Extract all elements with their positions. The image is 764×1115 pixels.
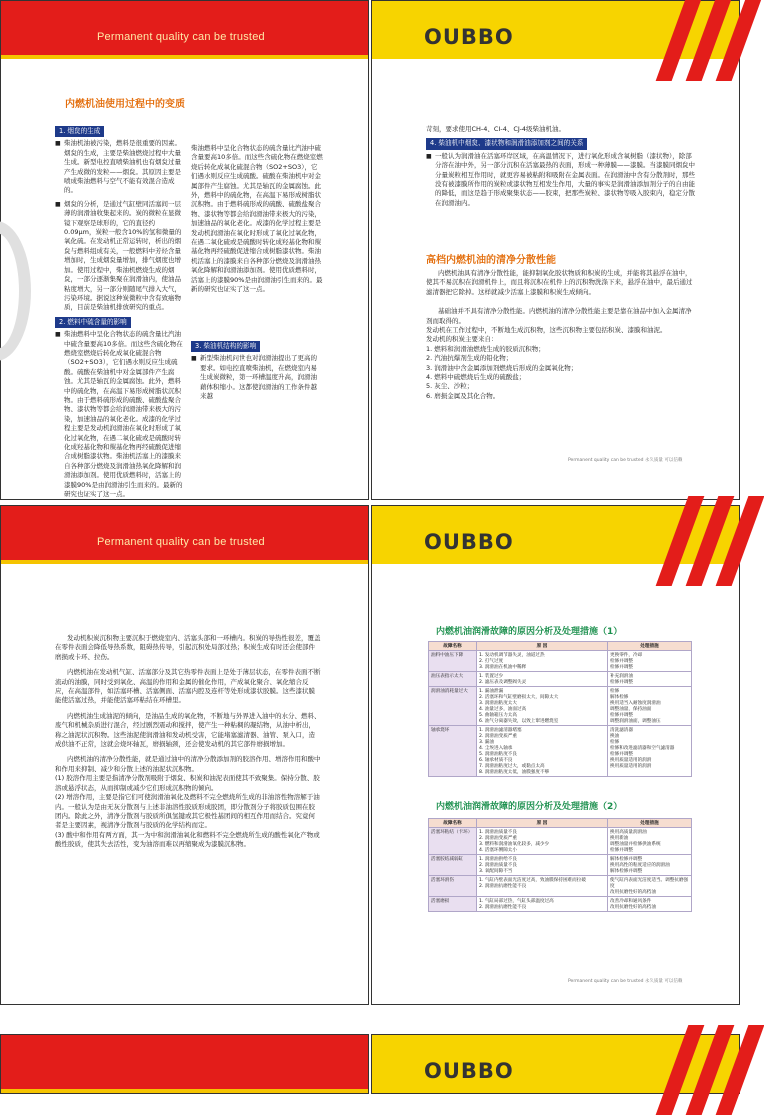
paragraph: 内燃机油的清净分散性能，就是通过油中的清净分散添加剂的胶溶作用、增溶作用和酸中和作用来抑制、减少和分散上述的油泥状沉积物。 [55, 755, 321, 773]
table-cell-cause: 1. 气缸局部过热，气缸头部温度过高 2. 润滑油抗磨性能不良 [477, 897, 608, 912]
paragraph: 发动机在工作过程中，不断地生成沉积物，这些沉积物主要包括积炭、漆膜和油泥。 [426, 326, 667, 335]
header-band [1, 506, 368, 564]
table-cell-name: 轴承烧坏 [429, 726, 477, 777]
table-cell-name: 油料中油压下降 [429, 651, 477, 672]
table-cell-fix: 换用高质量润滑油 换用新油 调整油量并检修供油系统 检修并调整 [608, 828, 692, 855]
table-row [429, 726, 692, 777]
column-right [191, 144, 323, 401]
table-cell-fix: 更换零件，冷却 检修并调整 检修并调整 [608, 651, 692, 672]
paragraph: (1) 胶溶作用主要是指清净分散剂吸附于烟炱、积炭和油泥表面使其不致聚集。保持分散、胶溶或悬浮状态，从而抑制或减少它们形成沉积物的倾向。 [55, 774, 320, 792]
header-cell: 故障名称 [429, 819, 477, 828]
page-2 [371, 0, 740, 500]
table-cell-name: 活塞环粘结（卡环） [429, 828, 477, 855]
table-cell-name: 活塞环滑伤 [429, 876, 477, 897]
table-cell-cause: 1. 漏油泄漏 2. 活塞环和气缸壁磨损太大，间隙太大 3. 润滑油粘度太大 4. 油量过多，油面过高 5. 曲轴箱压力太高 6. 油气分离器失效，以致上窜进燃烧室 [477, 687, 608, 726]
decorative-arc [0, 221, 31, 361]
paragraph: 内燃机油生成油泥的倾向，是油品生成的氧化物，不断地与外界进入油中的水分、燃料、废气和机械杂质进行混合，经过剧烈震动和搅拌，使产生一种粘稠的凝结物，从油中析出，称之油泥状沉积物。这些油泥使润滑油和发动机受害，它能堵塞滤清器、油管、泵入口，造成供油不正常，这就会烧坏轴瓦，磨损轴颈，还会使发动机的其它部件磨损增加。 [55, 711, 321, 749]
table-cell-name: 润滑油消耗量过大 [429, 687, 477, 726]
table-row [429, 897, 692, 912]
main-column [426, 125, 696, 208]
list-item: 5. 灰尘、沙粒； [426, 382, 474, 391]
table-row [429, 687, 692, 726]
table-cell-fix: 解体检修并调整 换用高性的粘度适应的润滑油 解体检修并调整 [608, 855, 692, 876]
list-item: 4. 燃料中硫燃烧后生成的硫酸盐； [426, 373, 526, 382]
header-cell: 处理措施 [608, 642, 692, 651]
table-row [429, 651, 692, 672]
paragraph: 内燃机油在发动机气缸、活塞部分及其它热零件表面上是处于薄层状态，在零件表面不断流动的油膜，同时受到氧化、高温的作用和金属的催化作用，产成氧化聚合、氧化缩合反应，在高温部件，如活塞环槽、活塞侧面、活塞内腔及连杆等处形成漆状胶膜。这些漆状膜能使活塞过热，并能使活塞环粘结在环槽里。 [55, 668, 321, 705]
list-item: 1. 燃料和润滑油燃烧生成的胶质沉积物； [426, 344, 545, 353]
table-row [429, 855, 692, 876]
footer-tagline: Permanent quality can be trusted 永久质量 可以信赖 [568, 979, 683, 984]
paragraph: ■ 烟炱的分析，是通过气缸壁同活塞间一层薄的润滑油收集起来的。炭的微粒在显微镜下观察是球形的，它的直径约0.09μm，炭粒一般含10%的氢和微量的氧化硫。在发动机正常运转时，析出的烟炱与燃料组成有关，一般燃料中芳烃含量增加时，生成烟炱量增加，排气烟度也增加。使用过程中，柴油机燃烧生成的烟炱，一部分逐渐集聚在润滑油内，使油品粘度增大，另一部分则随尾气排入大气，污染环境。据说这种炭微粒中含有致癌物质，目前是柴油机排放研究的重点。 [55, 200, 185, 313]
header-band [372, 1, 739, 59]
table-row [429, 672, 692, 687]
paragraph: 柴油燃料中呈化合物状态的硫含量比汽油中硫含量要高10多倍。而这些含硫化物在燃烧室燃烧后转化成氧化硫混合物（SO2+SO3），它们遇水则反应生成硫酸。硫酸在柴油机中对金属部件产生腐蚀。尤其是轴瓦的金属腐蚀。此外，燃料中的硫化物，在高温下易形成树脂状沉积物。由于燃料硫形成的硫酸、硫酸盐聚合物、漆状物等都会给润滑油带来极大的污染，加速油品的氧化老化。成漆的化学过程主要是发动机润滑油在氧化时形成了氧化过氧化物，在遇二氧化硫或是硫酸时转化成羟基化物和羰基化物再经硫酸促进缩合成树脂漆状物。柴油机活塞上的漆膜来自各种部分燃烧及润滑油热氧化降解和润滑油添加剂。使用优质燃料时，活塞上的漆膜90%是由润滑油引生而来的。最新的研究也证实了这一点。 [191, 144, 323, 294]
page-title: 内燃机油使用过程中的变质 [65, 99, 185, 110]
paragraph: 基础油并不具有清净分散性能。内燃机油的清净分散性能主要是靠在油品中加入金属清净剂而取得的。 [426, 307, 692, 325]
brand-logo: OUBBO [424, 1059, 514, 1083]
table-cell-fix: 补充润滑油 检修并调整 [608, 672, 692, 687]
paragraph: 内燃机油具有清净分散性能，能抑制氧化胶状物质和积炭的生成，并能将其悬浮在油中，使其不易沉积在润滑机件上，而且将沉积在机件上的沉积物洗涤下来，悬浮在油中，最后通过滤清器把它除掉。这样就减少活塞上漆膜和积炭生成倾向。 [426, 269, 693, 296]
table-cell-name: 活塞胶结减弱缸 [429, 855, 477, 876]
column-left [55, 125, 185, 499]
list-item: 2. 汽油抗爆剂生成的铅化物； [426, 354, 513, 363]
table-title: 内燃机油润滑故障的原因分析及处理措施（1） [436, 627, 623, 637]
tagline: Permanent quality can be trusted [97, 536, 265, 548]
paragraph: 发动机积炭沉积物主要沉积于燃烧室内、活塞头部和一环槽内。积炭的导热性很差，覆盖在零件表面会降低导热系数，阻碍热传导，引起沉积处局部过热；积炭生成有时还会使部件磨损或卡环、拉伤。 [55, 634, 321, 661]
paragraph: 发动机的积炭主要来自： [426, 335, 498, 344]
paragraph: (3) 酸中和作用有两方面，其一为中和润滑油氧化和燃料不完全燃烧所生成的酸性氧化产物或酸性胶质，使其失去活性，变为油溶而难以再缩聚成为漆膜沉积物。 [55, 830, 320, 849]
table-cell-cause: 1. 润滑油质量不良 2. 润滑油变质严重 3. 燃料和润滑油氧化较多，减少少 4. 活塞环侧隙太小 [477, 828, 608, 855]
header-cell: 原 因 [477, 819, 608, 828]
paragraph: ■ 一般认为润滑油在活塞环岸区域，在高温情况下，进行氧化形成含氧树脂（漆状物），除部分溶在油中外，另一部分沉积在活塞最热的表面，形成一种薄膜——漆膜。当漆膜同烟炱中分量炭粒相互作用时，就更容易被粘附和吸附在金属表面。在润滑油中含有分散剂时，那些没有被漆膜所作用的炭粒或漆状物互相发生作用，大量的事实是润滑油添加剂分子的自由能的降低，而这是趋于形成聚集状态——胶束，把那些炭粒、漆状物等吸入胶束内，稳定分散在润滑油内。 [426, 152, 696, 208]
paragraph: (2) 增溶作用，主要是指它们可使润滑油氧化及燃料不完全燃烧所生成的非油溶性物溶解于油内。一般认为是由无灰分散剂与上述非油溶性胶质形成胶团，即分散剂分子将胶质包围在胶团内。除此之外，清净分散剂与胶质所俱氢键或其它极性基团间的相互作用而结合。究竟何者是主要因素，视清净分散剂与胶质的化学结构而定。 [55, 793, 320, 830]
table-cell-name: 油压表指示太大 [429, 672, 477, 687]
section-heading: 4. 柴油机中烟炱、漆状物和润滑油添加剂之间的关系 [426, 138, 587, 149]
table-cell-cause: 1. 润滑油供给不良 2. 润滑油质量不良 3. 氧配间隙不当 [477, 855, 608, 876]
list-item: 6. 磨损金属及其化合物。 [426, 391, 500, 400]
table-cell-cause: 1. 气缸内壁表面光洁度过高，致油膜保持困难而拉破 2. 润滑油抗磨性能不良 [477, 876, 608, 897]
header-cell: 原 因 [477, 642, 608, 651]
table-cell-cause: 1. 发动机调节器失灵，油道过热 2. 打气过度 3. 润滑油在机油中稀释 [477, 651, 608, 672]
section-heading: 2. 燃料中硫含量的影响 [55, 317, 131, 328]
table-cell-name: 活塞磨损 [429, 897, 477, 912]
paragraph: ■ 柴油机油被污染，燃料是很重要的因素。烟炱的生成，主要是柴油燃烧过程中大量生成。新型电控直喷柴油机也有烟炱过量产生成微的发粒——烟炱。其原因主要是喷成柴油燃料与空气不能有效混合造成的。 [55, 139, 185, 195]
table-cell-fix: 改善冷却和通风条件 改用抗磨性好的高档油 [608, 897, 692, 912]
fault-table-2 [428, 818, 692, 912]
section-heading: 3. 柴油机结构的影响 [191, 341, 260, 352]
table-title: 内燃机油润滑故障的原因分析及处理措施（2） [436, 802, 623, 812]
table-cell-cause: 1. 润滑油滤清器堵塞 2. 润滑油变质严重 3. 漏油 4. 尘埃进入轴承 5. 润滑油粘度不良 6. 轴承材质不良 7. 润滑油粘度过大，或黏点太高 8. 润滑油粘度太低，油膜强度不够 [477, 726, 608, 777]
table-row [429, 876, 692, 897]
paragraph: 苛刻，要求使用CH-4、CI-4、CJ-4级柴油机油。 [426, 125, 566, 133]
table-body [429, 828, 692, 912]
table-cell-fix: 使气缸内表面光洁度适当。调整抗磨强度 改用抗磨性好的高档油 [608, 876, 692, 897]
paragraph: ■ 新型柴油机问世也对润滑油提出了更高的要求。如电控直喷柴油机，在燃烧室内易生成炭微粒，第一环槽温度升高，润滑油藉体积缩小。这都使润滑油的工作条件越来越 [191, 354, 323, 401]
header-band [372, 506, 739, 564]
footer-tagline: Permanent quality can be trusted 永久质量 可以信赖 [568, 458, 683, 463]
page-4 [371, 505, 740, 1005]
main-column-2 [426, 269, 696, 401]
section-title: 高档内燃机油的清净分散性能 [426, 255, 556, 266]
header-cell: 处理措施 [608, 819, 692, 828]
table-cell-fix: 清洗滤清器 换油 检修 检修和改进滤清器和空气滤清器 检修并调整 换用质量适用的润滑 换用质量适用的润滑 [608, 726, 692, 777]
brand-logo: OUBBO [424, 530, 514, 554]
header-cell: 故障名称 [429, 642, 477, 651]
table-cell-fix: 检修 解体检修 换用适当入耐蚀度润滑油 调整油量，保持油面 检修并调整 调整润滑油面，调整油压 [608, 687, 692, 726]
header-band [1, 1, 368, 59]
table-cell-cause: 1. 装置过少 2. 滤压表及调整阀失灵 [477, 672, 608, 687]
paragraph: ■ 柴油燃料中呈化合物状态的硫含量比汽油中硫含量要高10多倍。而这些含硫化物在燃烧室燃烧后转化成氧化硫混合物（SO2+SO3），它们遇水则反应生成硫酸。硫酸在柴油机中对金属部件产生腐蚀。尤其是轴瓦的金属腐蚀。此外，燃料中的硫化物，在高温下易形成树脂状沉积物。由于燃料硫形成的硫酸、硫酸盐聚合物、漆状物等都会给润滑油带来极大的污染，加速油品的氧化老化。成漆的化学过程主要是发动机润滑油在氧化时形成了氧化过氧化物，在遇二氧化硫或是硫酸时转化成羟基化物和羰基化物再经硫酸促进缩合成树脂漆状物。柴油机活塞上的漆膜来自各种部分燃烧及润滑油热氧化降解和润滑油添加剂。使用优质燃料时，活塞上的漆膜90%是由润滑油引生而来的。最新的研究也证实了这一点。 [55, 330, 185, 349]
main-column [55, 634, 321, 850]
tagline: Permanent quality can be trusted [97, 31, 265, 43]
list-item: 3. 润滑油中含金属添加剂燃烧后形成的金属氧化物； [426, 363, 578, 372]
section-heading: 1. 烟炱的生成 [55, 126, 104, 137]
page-5 [0, 1034, 369, 1094]
page-6 [371, 1034, 740, 1094]
header-band [372, 1035, 739, 1093]
header-band [1, 1035, 368, 1093]
page-1 [0, 0, 369, 500]
brand-logo: OUBBO [424, 25, 514, 49]
table-row [429, 828, 692, 855]
table-body [429, 651, 692, 777]
fault-table-1 [428, 641, 692, 777]
page-3 [0, 505, 369, 1005]
